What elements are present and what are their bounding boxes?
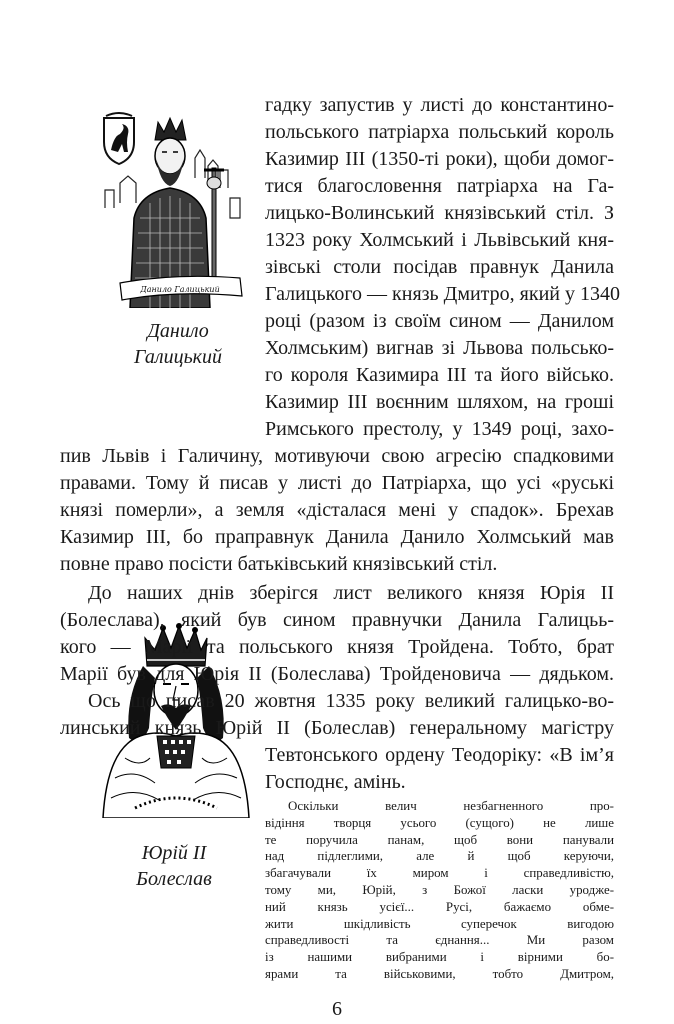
page-number: 6 [332, 998, 342, 1020]
text-line: збагачували їх миром і справедливістю, [265, 865, 614, 881]
text-line: пив Львів і Галичину, мотивуючи свою агресію спадковими [60, 445, 614, 467]
text-line: 1323 року Холмський і Львівський кня- [265, 229, 614, 251]
text-line: ярами та військовими, тобто Дмитром, [265, 966, 614, 981]
text-line: (Болеслава), який був сином правнучки Данила Галицьь- [60, 609, 614, 631]
text-line: лицько-Волинський князівський стіл. З [265, 202, 614, 224]
text-line: Холмським) вигнав зі Львова польсько- [265, 337, 614, 359]
text-line: Казимир ІІІ воєнним шляхом, на гроші [265, 391, 614, 413]
text-line: повне право посісти батьківський князівський стіл. [60, 553, 498, 575]
text-line: кого — Марії та польського князя Тройдена. Тобто, брат [60, 636, 614, 658]
caption-line: Юрій ІІ [141, 842, 207, 864]
text-line: Тевтонського ордену Теодоріку: «В ім’я [265, 744, 614, 766]
text-line: Галицького — князь Дмитро, який у 1340 [265, 283, 620, 305]
text-line: справедливості та єднання... Ми разом [265, 932, 614, 948]
text-line: відіння творця усього (сущого) не лише [265, 814, 614, 830]
caption-line: Данило [147, 320, 209, 342]
text-line: році (разом із своїм сином — Данилом [265, 310, 614, 332]
text-line: правами. Тому й писав у листі до Патріарха, що усі «руські [60, 472, 614, 494]
text-line: Господнє, амінь. [265, 771, 406, 793]
text-line: князі померли», а земля «дісталася мені у спадок». Брехав [60, 499, 614, 521]
text-line: Ось що писав 20 жовтня 1335 року великий галицько-во- [88, 690, 614, 712]
caption-line: Галицький [133, 346, 223, 368]
text-line: Казимир ІІІ (1350-ті роки), щоби домог- [265, 148, 614, 170]
text-line: жити шкідливість суперечок вигодою [265, 915, 614, 931]
caption-danylo [88, 318, 268, 370]
text-line: над підлеглими, але й щоб керуючи, [265, 848, 614, 864]
text-line: ний князь усієї... Русі, бажаємо обме- [265, 898, 614, 914]
caption-yurii [84, 840, 264, 892]
text-line: із нашими вибраними і вірними бо- [265, 949, 614, 965]
caption-line: Болеслав [136, 868, 212, 890]
portrait-signature: Данило Галицький [140, 285, 220, 294]
text-line: До наших днів зберігся лист великого князя Юрія ІІ [88, 582, 614, 604]
text-line: Марії був для Юрія ІІ (Болеслава) Тройденовича — дядьком. [60, 663, 614, 685]
text-line: Казимир ІІІ, бо праправнук Данила Данило Холмський мав [60, 526, 614, 548]
text-line: тому ми, Юрій, з Божої ласки уродже- [265, 882, 614, 897]
text-line: линський князь Юрій ІІ (Болеслав) генеральному магістру [60, 717, 614, 739]
text-line: Римського престолу, у 1349 році, захо- [265, 418, 614, 440]
text-line: Оскільки велич незбагненного про- [288, 798, 614, 813]
text-line: польського патріарха польський король [265, 121, 614, 143]
text-line: зівські столи посідав правнук Данила [265, 256, 614, 278]
text-line: го короля Казимира ІІІ та його військо. [265, 364, 614, 386]
text-line: тися благословення патріарха на Га- [265, 175, 614, 197]
portrait-danylo-halytskyi [100, 108, 250, 308]
text-line: те поручила панам, щоб вони панували [265, 831, 614, 847]
text-line: гадку запустив у листі до константино- [265, 94, 614, 116]
